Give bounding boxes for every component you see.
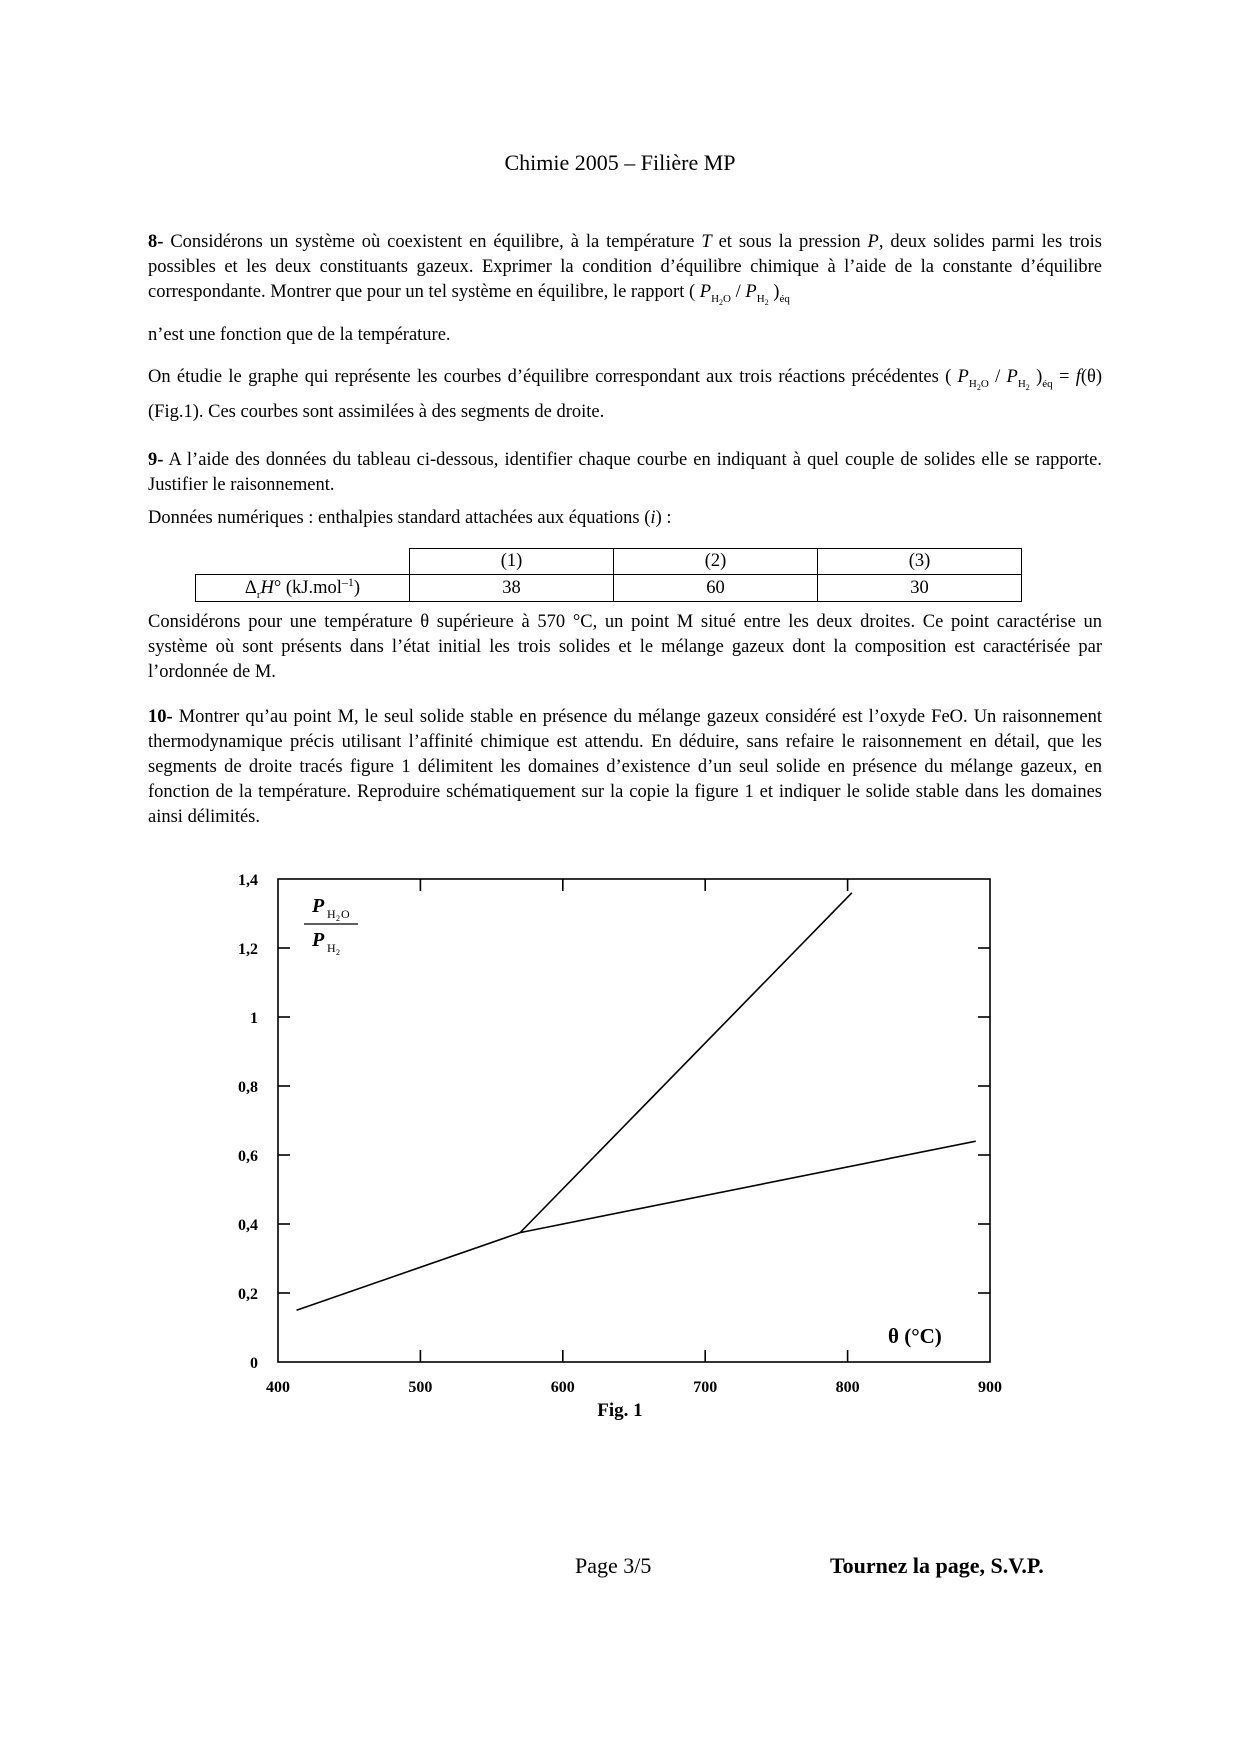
table-header: (1) <box>410 549 614 575</box>
x-tick-label: 700 <box>693 1379 718 1396</box>
series-line <box>520 893 852 1233</box>
y-tick-label: 0 <box>250 1355 258 1372</box>
svg-text:H: H <box>327 907 336 921</box>
question-number: 8- <box>148 232 164 252</box>
turn-page-note: Tournez la page, S.V.P. <box>830 1553 1044 1578</box>
svg-text:H: H <box>327 941 336 955</box>
x-tick-label: 400 <box>266 1379 290 1396</box>
point-m-paragraph: Considérons pour une température θ supérieure à 570 °C, un point M situé entre les deux droites. Ce point caractérise un système où sont présents dans l’état initial les trois solides et le mélange gazeux dont la composition est caractérisée par l’ordonnée de M. <box>148 612 1102 682</box>
page-title: Chimie 2005 – Filière MP <box>504 150 736 175</box>
row-label: $\Delta_rH^\circ$ (kJ.mol$^{-1}$) <box>196 575 410 602</box>
y-tick-label: 1,4 <box>238 872 258 889</box>
pressure-ratio: ( $P_{H_2O} / P_{H_2}$ )$_{éq}$ <box>945 367 1053 392</box>
question-8: 8- Considérons un système où coexistent en équilibre, à la température T et sous la pression P, deux solides parmi les trois possibles et les deux constituants gazeux. Exprimer la condition d’équilibre chimique à l’aide de la constante d’équilibre correspondante. Montrer que pour un tel système en équilibre, le rapport ( $P_{H_2O} / P_{H_2}$ )$_{éq}$ n’est une fonction que de la température. <box>148 232 1103 345</box>
series-line <box>297 1233 521 1311</box>
svg-text:P: P <box>312 929 325 951</box>
x-tick-label: 800 <box>835 1379 860 1396</box>
equilibrium-chart <box>220 850 1020 1400</box>
x-tick-label: 600 <box>550 1379 575 1396</box>
y-tick-label: 0,6 <box>238 1148 258 1165</box>
x-tick-label: 900 <box>978 1379 1002 1396</box>
question-10: 10- Montrer qu’au point M, le seul solide stable en présence du mélange gazeux considéré est l’oxyde FeO. Un raisonnement thermodynamique précis utilisant l’affinité chimique est attendu. En déduire, sans refaire le raisonnement en détail, que les segments de droite tracés figure 1 délimitent les domaines d’existence d’un seul solide en présence du mélange gazeux, en fonction de la température. Reproduire schématiquement sur la copie la figure 1 et indiquer le solide stable dans les domaines ainsi délimités. <box>148 707 1102 827</box>
x-tick-label: 500 <box>408 1379 433 1396</box>
series-line <box>520 1141 976 1232</box>
y-tick-label: 0,8 <box>238 1079 258 1096</box>
table-cell: 30 <box>818 575 1022 602</box>
table-header: (2) <box>614 549 818 575</box>
svg-text:2: 2 <box>336 948 340 957</box>
intro-paragraph: On étudie le graphe qui représente les courbes d’équilibre correspondant aux trois réactions précédentes ( $P_{H_2O} / P_{H_2}$ )$_{éq} = f(\theta)$ (Fig.1). Ces courbes sont assimilées à des segments de droite. <box>148 367 1103 422</box>
table-header: (3) <box>818 549 1022 575</box>
question-9: 9- A l’aide des données du tableau ci-dessous, identifier chaque courbe en indiquant à quel couple de solides elle se rapporte. Justifier le raisonnement. Données numériques : enthalpies standard attachées aux équations (i) : <box>148 448 1102 531</box>
question-number: 9- <box>148 450 164 470</box>
figure-caption: Fig. 1 <box>597 1400 643 1421</box>
pressure-ratio: ( $P_{H_2O} / P_{H_2}$ )$_{éq}$ <box>688 282 790 307</box>
y-tick-label: 1 <box>250 1010 258 1027</box>
y-tick-label: 1,2 <box>238 941 258 958</box>
svg-text:2: 2 <box>336 914 340 923</box>
x-axis-label: θ (°C) <box>888 1324 942 1348</box>
table-row <box>196 575 1022 602</box>
table-cell: 60 <box>614 575 818 602</box>
data-intro: Données numériques : enthalpies standard attachées aux équations (i) : <box>148 508 672 528</box>
svg-text:P: P <box>312 895 325 917</box>
y-tick-label: 0,4 <box>238 1217 258 1234</box>
y-tick-label: 0,2 <box>238 1286 258 1303</box>
table-cell: 38 <box>410 575 614 602</box>
page-number: Page 3/5 <box>575 1553 652 1578</box>
question-number: 10- <box>148 707 173 727</box>
y-axis-label <box>304 895 358 957</box>
plot-frame <box>278 879 990 1362</box>
enthalpy-table <box>195 548 1022 602</box>
table-header-row <box>196 549 1022 575</box>
svg-text:O: O <box>341 907 350 921</box>
